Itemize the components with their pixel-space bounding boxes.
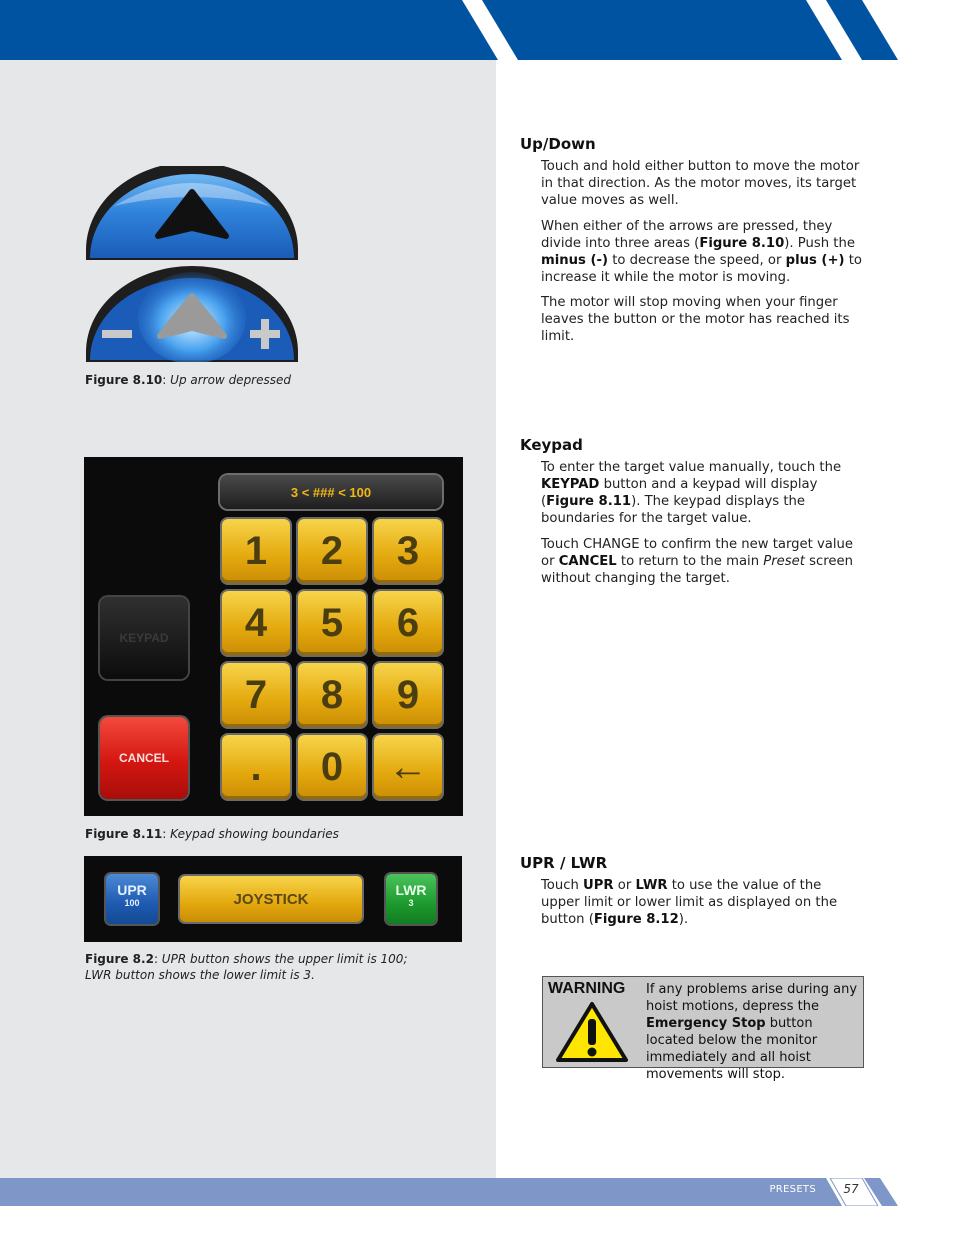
keypad-button[interactable]: KEYPAD bbox=[100, 597, 188, 679]
target-range-display: 3 < ### < 100 bbox=[220, 475, 442, 509]
upr-label: UPR bbox=[117, 882, 147, 898]
backspace-arrow-icon: ← bbox=[388, 744, 428, 789]
lwr-value: 3 bbox=[408, 898, 414, 908]
footer-section-name: PRESETS bbox=[769, 1184, 816, 1195]
key-0[interactable]: 0 bbox=[298, 735, 366, 799]
section-heading-up-down: Up/Down bbox=[520, 135, 596, 153]
key-7[interactable]: 7 bbox=[222, 663, 290, 727]
backspace-key[interactable] bbox=[374, 735, 442, 799]
header-band bbox=[0, 0, 954, 60]
key-2[interactable]: 2 bbox=[298, 519, 366, 583]
key-1[interactable]: 1 bbox=[222, 519, 290, 583]
figure-8-12-caption: Figure 8.2: UPR button shows the upper limit is 100; LWR button shows the lower limit is 3. bbox=[85, 952, 408, 982]
page-number: 57 bbox=[843, 1182, 859, 1196]
lwr-label: LWR bbox=[395, 882, 427, 898]
upr-button[interactable] bbox=[106, 874, 158, 924]
lwr-button[interactable] bbox=[386, 874, 436, 924]
keypad-paragraph-2: Touch CHANGE to confirm the new target value or CANCEL to return to the main Preset screen without changing the target. bbox=[541, 537, 854, 586]
key-4[interactable]: 4 bbox=[222, 591, 290, 655]
figure-8-10-caption: Figure 8.10: Up arrow depressed bbox=[85, 373, 291, 387]
warning-triangle-icon bbox=[555, 1001, 629, 1063]
joystick-button[interactable]: JOYSTICK bbox=[180, 876, 362, 922]
minus-icon bbox=[102, 330, 132, 338]
up-arrow-button-depressed[interactable] bbox=[86, 266, 298, 362]
upr-lwr-paragraph: Touch UPR or LWR to use the value of the upper limit or lower limit as displayed on the button (Figure 8.12). bbox=[541, 878, 838, 927]
key-6[interactable]: 6 bbox=[374, 591, 442, 655]
up-down-paragraph-1: Touch and hold either button to move the motor in that direction. As the motor moves, its target value moves as well. bbox=[541, 159, 860, 208]
figure-8-11-caption: Figure 8.11: Keypad showing boundaries bbox=[85, 827, 339, 841]
key-decimal[interactable]: . bbox=[222, 735, 290, 799]
section-heading-keypad: Keypad bbox=[520, 436, 583, 454]
cancel-button[interactable]: CANCEL bbox=[100, 717, 188, 799]
figure-8-10-arrow-buttons bbox=[84, 166, 300, 362]
up-down-paragraph-3: The motor will stop moving when your finger leaves the button or the motor has reached its limit. bbox=[541, 295, 850, 344]
figure-8-12-limit-buttons bbox=[84, 856, 462, 942]
key-9[interactable]: 9 bbox=[374, 663, 442, 727]
figure-8-11-keypad bbox=[84, 457, 463, 816]
key-3[interactable]: 3 bbox=[374, 519, 442, 583]
up-arrow-button[interactable] bbox=[86, 166, 298, 260]
keypad-paragraph-1: To enter the target value manually, touch the KEYPAD button and a keypad will display (Figure 8.11). The keypad displays the boundaries for the target value. bbox=[541, 460, 842, 526]
key-5[interactable]: 5 bbox=[298, 591, 366, 655]
warning-box bbox=[542, 976, 864, 1082]
up-down-paragraph-2: When either of the arrows are pressed, they divide into three areas (Figure 8.10). Push the minus (-) to decrease the speed, or plus (+) to increase it while the motor is moving. bbox=[541, 219, 862, 285]
upr-value: 100 bbox=[124, 898, 140, 908]
section-heading-upr-lwr: UPR / LWR bbox=[520, 854, 608, 872]
key-8[interactable]: 8 bbox=[298, 663, 366, 727]
warning-text: If any problems arise during any hoist motions, depress the Emergency Stop button located below the monitor immediately and all hoist movements will stop. bbox=[646, 982, 858, 1082]
warning-title: WARNING bbox=[548, 980, 626, 997]
